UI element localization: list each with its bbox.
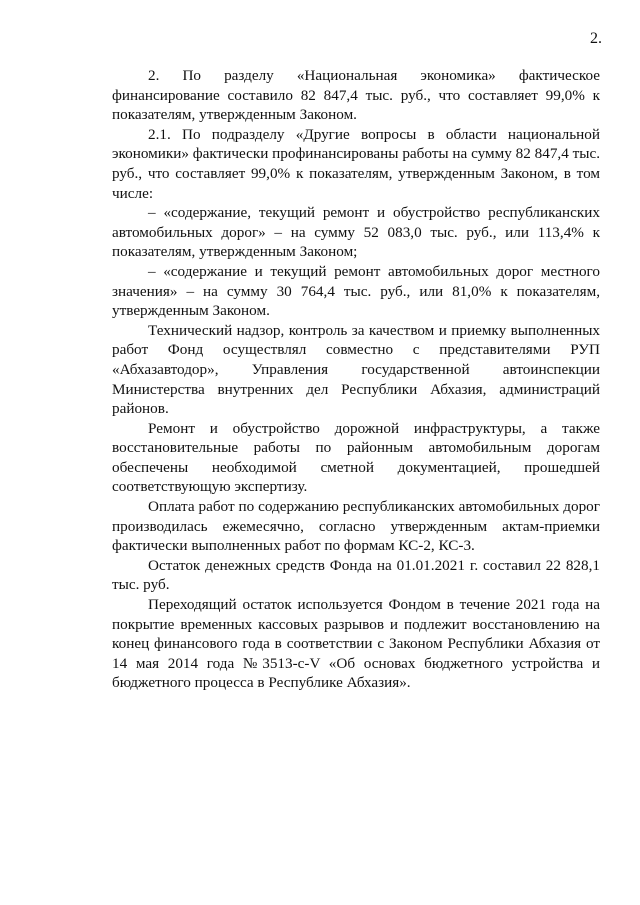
paragraph-technical-supervision: Технический надзор, контроль за качеством и приемку выполненных работ Фонд осуществлял совместно с представителями РУП «Абхазавтодор», Управления государственной автоинспекции Министерства внутренних дел Республики Абхазия, администраций районов. [112,321,600,418]
paragraph-payment: Оплата работ по содержанию республиканских автомобильных дорог производилась ежемесячно, согласно утвержденным актам-приемки фактически выполненных работ по формам КС-2, КС-3. [112,498,600,555]
document-body [112,66,600,693]
paragraph-republican-roads: – «содержание, текущий ремонт и обустройство республиканских автомобильных дорог» – на сумму 52 083,0 тыс. руб., или 113,4% к показателям, утвержденным Законом; [112,204,600,261]
paragraph-local-roads: – «содержание и текущий ремонт автомобильных дорог местного значения» – на сумму 30 764,4 тыс. руб., или 81,0% к показателям, утвержденным Законом. [112,262,600,320]
paragraph-national-economy: 2. По разделу «Национальная экономика» фактическое финансирование составило 82 847,4 тыс. руб., что составляет 99,0% к показателям, утвержденным Законом. [112,67,600,124]
paragraph-fund-balance: Остаток денежных средств Фонда на 01.01.2021 г. составил 22 828,1 тыс. руб. [112,556,600,594]
page-number: 2. [590,30,602,47]
paragraph-other-issues: 2.1. По подразделу «Другие вопросы в области национальной экономики» фактически профинансированы работы на сумму 82 847,4 тыс. руб., что составляет 99,0% к показателям, утвержденным Законом, в том числе: [112,125,600,202]
paragraph-repair-infrastructure: Ремонт и обустройство дорожной инфраструктуры, а также восстановительные работы по районным автомобильным дорогам обеспечены необходимой сметной документацией, прошедшей соответствующую экспертизу. [112,419,600,496]
paragraph-carryover-balance: Переходящий остаток используется Фондом в течение 2021 года на покрытие временных кассовых разрывов и подлежит восстановлению на конец финансового года в соответствии с Законом Республики Абхазия от 14 мая 2014 года №3513-с-V «Об основах бюджетного устройства и бюджетного процесса в Республике Абхазия». [112,596,600,692]
